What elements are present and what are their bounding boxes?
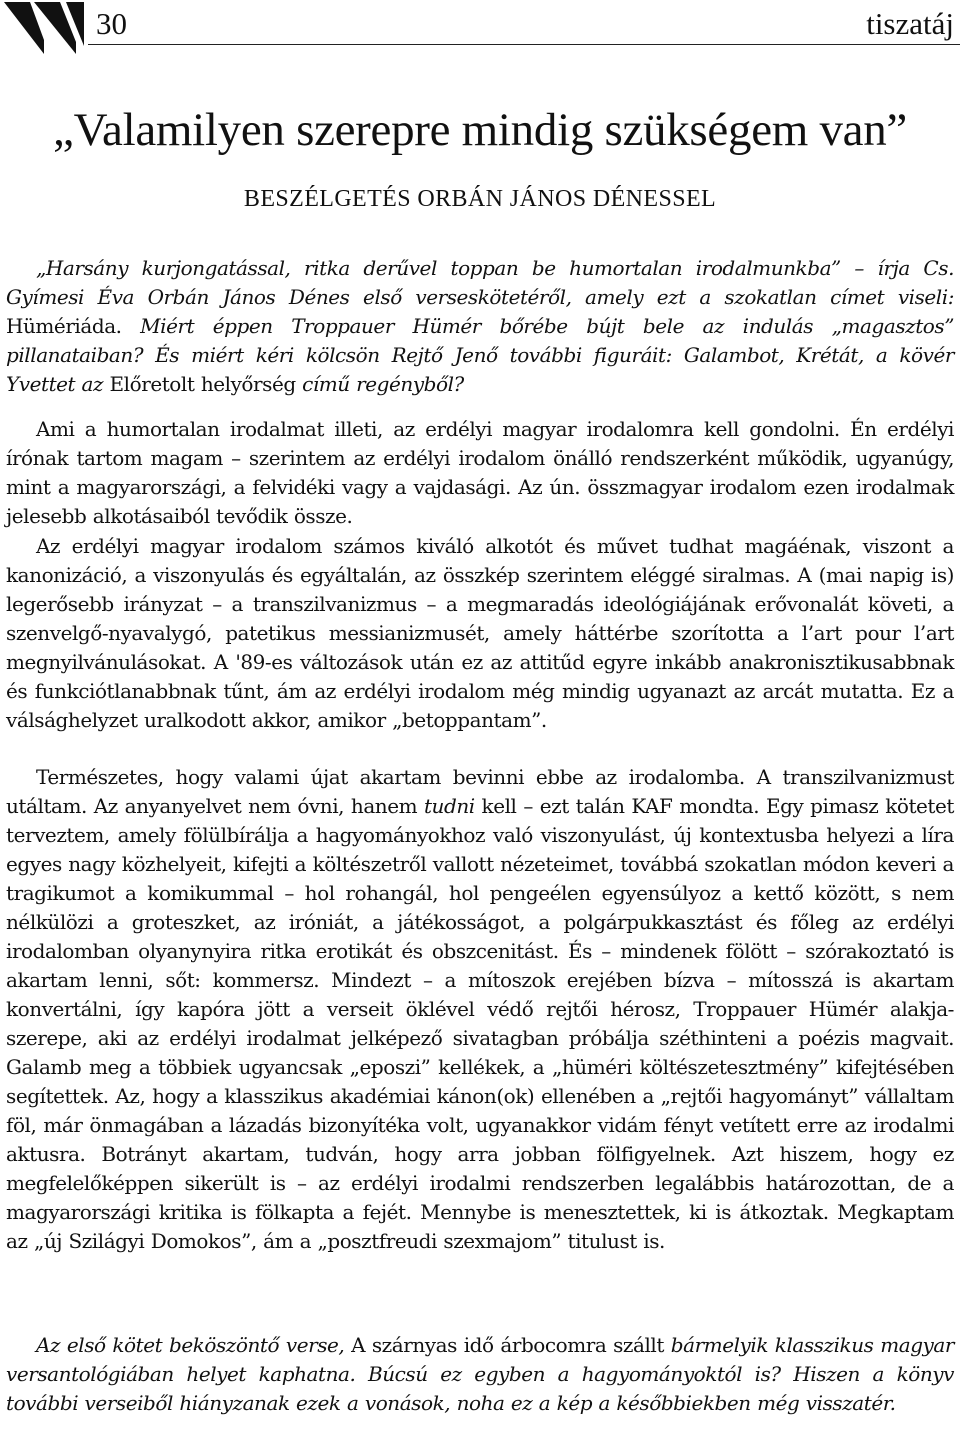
header-rule [88, 44, 960, 45]
lead-text-part2: Miért éppen Troppauer Hümér bőrébe bújt bele az indulás „magasztos” pillanataiban? És miért kéri kölcsön Rejtő Jenő további figuráit: Galambot, Krétát, a kövér Yvettet az [6, 314, 954, 396]
emphasized-word: tudni [423, 794, 475, 818]
answer-paragraph-3 [6, 763, 954, 1256]
question-2-part2: bármelyik klasszikus magyar versantológiában helyet kaphatna. Búcsú ez egyben a hagyományoktól is? Hiszen a könyv további verseiből hiányzanak ezek a vonások, noha ez a kép a későbbiekben még visszatér. [6, 1333, 954, 1415]
interview-lead-question [6, 254, 954, 399]
lead-text-part1: „Harsány kurjongatással, ritka derűvel toppan be humortalan irodalmunkba” – írja Cs. Gyímesi Éva Orbán János Dénes első verseskötetéről, amely ezt a szokatlan címet viseli: [6, 256, 954, 309]
poem-title: A szárnyas idő árbocomra szállt [351, 1333, 664, 1357]
answer-paragraph-1: Ami a humortalan irodalmat illeti, az erdélyi magyar irodalomra kell gondolni. Én erdélyi írónak tartom magam – szerintem az erdélyi irodalom önálló rendszerként működik, ugyanúgy, mint a magyarországi, a felvidéki vagy a vajdasági. Az ún. összmagyar irodalom ezen irodalmak jelesebb alkotásaiból tevődik össze. [6, 417, 954, 528]
page-header [0, 0, 960, 56]
page-number: 30 [96, 6, 127, 41]
article-title: „Valamilyen szerepre mindig szükségem van” [53, 104, 907, 156]
lead-text-part3: című regényből? [295, 372, 464, 396]
book-title: Hümériáda. [6, 314, 122, 338]
answer-paragraph-3-part2: kell – ezt talán KAF mondta. Egy pimasz kötetet terveztem, amely fölülbírálja a hagyományokhoz való viszonyulást, új kontextusba helyezi a líra egyes nagy közhelyeit, kifejti a költészetről vallott nézeteimet, továbbá szokatlan módon keveri a tragikumot a komikummal – hol rohangál, hol pengeélen egyensúlyoz a kettő között, s nem nélkülözi a groteszket, az iróniát, a játékosságot, a polgárpukkasztást és főleg az erdélyi irodalomban olyanynyira ritka erotikát és obszcenitást. És – mindenek fölött – szórakoztató is akartam lenni, sőt: kommersz. Mindezt – a mítoszok erejében bízva – mítosszá is akartam konvertálni, így kapóra jött a verseit öklével védő rejtői hérosz, Troppauer Hümér alakja-szerepe, aki az erdélyi irodalmat jelképező sivatagban próbálja széthinteni a poézis magvait. Galamb meg a többiek ugyancsak „eposzi” kellékek, a „hüméri költészetesztmény” kifejtésében segítettek. Az, hogy a klasszikus akadémiai kánon(ok) ellenében a „rejtői hagyományt” vállaltam föl, már önmagában a lázadás bizonyítéka volt, ugyanakkor vidám fényt vetített erre az irodalmi aktusra. Botrányt akartam, tudván, hogy arra jobban fölfigyelnek. Azt hiszem, hogy ez megfelelőképpen sikerült is – az erdélyi irodalmi rendszerben legalábbis határozottan, de a magyarországi kritika is fölkapta a fejét. Mennybe is menesztettek, ki is átkoztak. Megkaptam az „új Szilágyi Domokos”, ám a „posztfreudi szexmajom” titulust is. [6, 794, 954, 1253]
novel-title: Előretolt helyőrség [109, 372, 296, 396]
answer-paragraph-3-part1: Természetes, hogy valami újat akartam bevinni ebbe az irodalomba. A transzilvanizmust utáltam. Az anyanyelvet nem óvni, hanem [6, 765, 954, 818]
double-chevron-logo-icon [4, 2, 84, 54]
article-subtitle: BESZÉLGETÉS ORBÁN JÁNOS DÉNESSEL [243, 186, 717, 212]
question-2-part1: Az első kötet beköszöntő verse, [36, 1333, 352, 1357]
journal-name: tiszatáj [866, 6, 954, 41]
interview-question-2 [6, 1331, 954, 1418]
answer-paragraph-2: Az erdélyi magyar irodalom számos kiváló alkotót és művet tudhat magáénak, viszont a kanonizáció, a viszonyulás és egyáltalán, az összkép szerintem eléggé siralmas. A (mai napig is) legerősebb irányzat – a transzilvanizmus – a megmaradás ideológiájának erővonalát követi, a szenvelgő-nyavalygó, patetikus messianizmusét, amely háttérbe szorította a l’art pour l’art megnyilvánulásokat. A '89-es változások után ez az attitűd egyre inkább anakronisztikusabbnak és funkciótlanabbnak tűnt, ám az erdélyi irodalom még mindig ugyanazt az arcát mutatta. Ez a válsághelyzet uralkodott akkor, amikor „betoppantam”. [6, 534, 954, 732]
